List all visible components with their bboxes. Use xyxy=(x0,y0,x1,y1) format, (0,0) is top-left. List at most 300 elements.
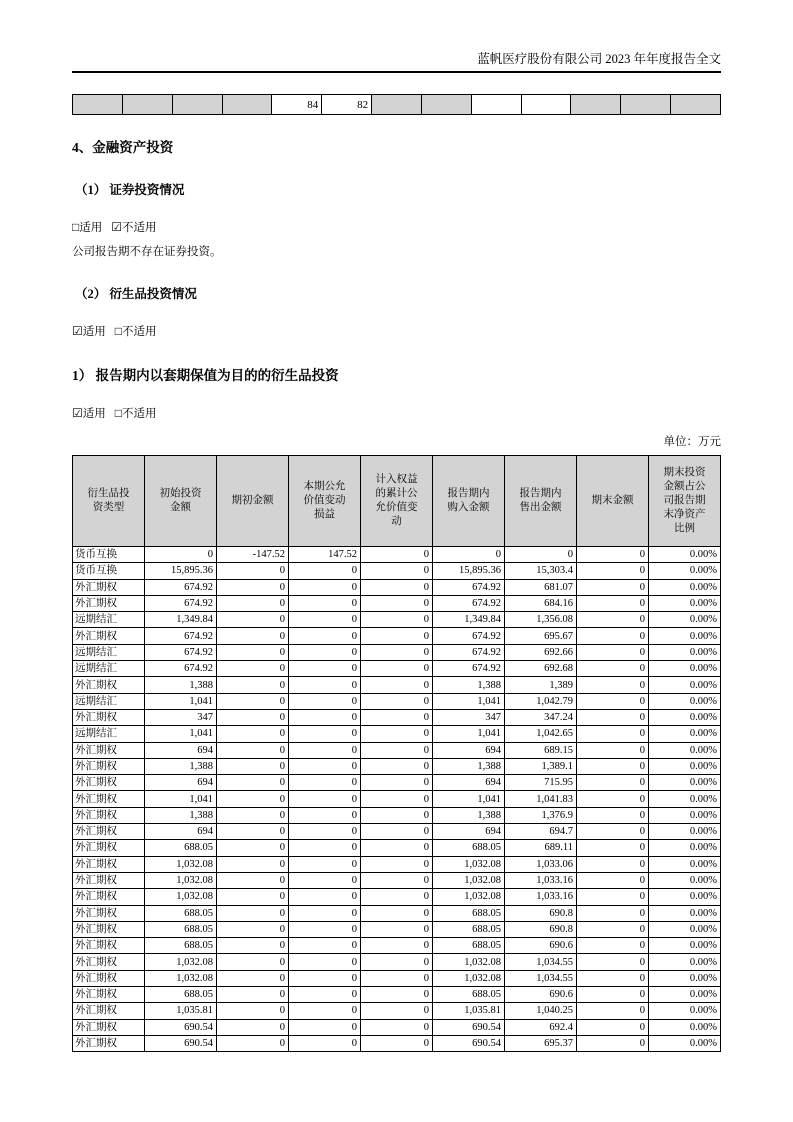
table-row xyxy=(73,1019,721,1035)
value-cell: 0 xyxy=(577,824,649,840)
value-cell: 0 xyxy=(217,628,289,644)
derivative-type-cell: 货币互换 xyxy=(73,563,145,579)
table-row xyxy=(73,970,721,986)
value-cell: 694 xyxy=(433,824,505,840)
value-cell: 692.68 xyxy=(505,661,577,677)
value-cell: 674.92 xyxy=(145,595,217,611)
value-cell: 0.00% xyxy=(649,726,721,742)
value-cell: 347 xyxy=(433,709,505,725)
value-cell: 0.00% xyxy=(649,840,721,856)
value-cell: 0 xyxy=(217,563,289,579)
value-cell: 0 xyxy=(217,661,289,677)
value-cell: 347.24 xyxy=(505,709,577,725)
carryover-row xyxy=(73,95,721,115)
value-cell: 1,041 xyxy=(145,693,217,709)
value-cell: 1,032.08 xyxy=(145,970,217,986)
value-cell: 690.6 xyxy=(505,938,577,954)
value-cell: 0 xyxy=(289,644,361,660)
page-header xyxy=(72,0,721,68)
value-cell: 0.00% xyxy=(649,595,721,611)
value-cell: 1,376.9 xyxy=(505,807,577,823)
value-cell: 0 xyxy=(361,775,433,791)
value-cell: 0.00% xyxy=(649,612,721,628)
value-cell: 0 xyxy=(217,791,289,807)
column-header: 期末金额 xyxy=(577,456,649,547)
value-cell: 1,035.81 xyxy=(145,1003,217,1019)
securities-applicability-line xyxy=(72,220,721,236)
value-cell: 688.05 xyxy=(433,921,505,937)
value-cell: 0 xyxy=(361,1035,433,1051)
value-cell: 1,032.08 xyxy=(145,872,217,888)
derivative-type-cell: 外汇期权 xyxy=(73,921,145,937)
value-cell: 1,033.06 xyxy=(505,856,577,872)
table-row xyxy=(73,709,721,725)
derivative-type-cell: 远期结汇 xyxy=(73,693,145,709)
value-cell: 0 xyxy=(577,856,649,872)
value-cell: 0 xyxy=(217,709,289,725)
value-cell: 1,032.08 xyxy=(433,970,505,986)
value-cell: 0 xyxy=(577,970,649,986)
value-cell: 0.00% xyxy=(649,758,721,774)
value-cell: 0 xyxy=(361,970,433,986)
value-cell: 0 xyxy=(217,872,289,888)
value-cell: 0 xyxy=(577,872,649,888)
value-cell: 1,041 xyxy=(145,791,217,807)
value-cell: 0 xyxy=(289,954,361,970)
value-cell: 0 xyxy=(217,938,289,954)
table-row xyxy=(73,612,721,628)
value-cell: 15,303.4 xyxy=(505,563,577,579)
value-cell: 0.00% xyxy=(649,628,721,644)
value-cell: 0 xyxy=(217,612,289,628)
value-cell: 0 xyxy=(217,644,289,660)
carryover-cell xyxy=(172,95,222,115)
value-cell: 688.05 xyxy=(145,938,217,954)
table-row xyxy=(73,661,721,677)
derivative-type-cell: 远期结汇 xyxy=(73,644,145,660)
value-cell: 0.00% xyxy=(649,677,721,693)
value-cell: 0 xyxy=(361,1003,433,1019)
derivatives-table xyxy=(72,455,721,1052)
derivative-type-cell: 外汇期权 xyxy=(73,954,145,970)
derivative-type-cell: 外汇期权 xyxy=(73,1003,145,1019)
value-cell: 0 xyxy=(361,644,433,660)
value-cell: 0 xyxy=(289,840,361,856)
derivative-type-cell: 外汇期权 xyxy=(73,807,145,823)
value-cell: 1,388 xyxy=(433,758,505,774)
value-cell: 0 xyxy=(361,628,433,644)
value-cell: 0 xyxy=(577,921,649,937)
value-cell: 0 xyxy=(361,758,433,774)
value-cell: 0 xyxy=(577,954,649,970)
value-cell: 694 xyxy=(433,775,505,791)
value-cell: 690.8 xyxy=(505,905,577,921)
value-cell: 0.00% xyxy=(649,987,721,1003)
value-cell: 0 xyxy=(577,677,649,693)
value-cell: 0 xyxy=(361,791,433,807)
value-cell: 0 xyxy=(289,595,361,611)
table-row xyxy=(73,921,721,937)
carryover-cell xyxy=(521,95,571,115)
table-row xyxy=(73,807,721,823)
derivative-type-cell: 外汇期权 xyxy=(73,758,145,774)
carryover-cell: 84 xyxy=(272,95,322,115)
unit-label: 单位：万元 xyxy=(663,436,721,448)
value-cell: 1,041 xyxy=(433,726,505,742)
value-cell: 690.8 xyxy=(505,921,577,937)
derivative-type-cell: 外汇期权 xyxy=(73,628,145,644)
table-row xyxy=(73,824,721,840)
value-cell: 0 xyxy=(361,987,433,1003)
derivative-type-cell: 外汇期权 xyxy=(73,677,145,693)
checkbox-unchecked-icon: □ xyxy=(72,220,80,234)
value-cell: 674.92 xyxy=(433,595,505,611)
value-cell: 690.54 xyxy=(145,1035,217,1051)
table-row xyxy=(73,628,721,644)
value-cell: 0 xyxy=(361,612,433,628)
value-cell: 694 xyxy=(433,742,505,758)
value-cell: 0 xyxy=(289,612,361,628)
value-cell: 688.05 xyxy=(433,938,505,954)
value-cell: 0 xyxy=(577,595,649,611)
carryover-cell xyxy=(122,95,172,115)
value-cell: 0 xyxy=(289,1019,361,1035)
value-cell: 0 xyxy=(577,987,649,1003)
value-cell: 688.05 xyxy=(433,840,505,856)
derivative-type-cell: 外汇期权 xyxy=(73,872,145,888)
carryover-cell xyxy=(372,95,422,115)
table-row xyxy=(73,872,721,888)
value-cell: 0 xyxy=(217,921,289,937)
derivative-type-cell: 远期结汇 xyxy=(73,726,145,742)
value-cell: 1,032.08 xyxy=(433,889,505,905)
checkbox-unchecked-icon: □ xyxy=(114,324,123,338)
derivatives-applicability-line xyxy=(72,324,721,340)
value-cell: 0 xyxy=(361,726,433,742)
table-row xyxy=(73,644,721,660)
carryover-cell: 82 xyxy=(322,95,372,115)
value-cell: 0 xyxy=(289,872,361,888)
derivative-type-cell: 外汇期权 xyxy=(73,938,145,954)
value-cell: 147.52 xyxy=(289,547,361,563)
value-cell: 0 xyxy=(289,758,361,774)
not-applicable-label: 不适用 xyxy=(122,222,157,234)
table-row xyxy=(73,905,721,921)
table-row xyxy=(73,758,721,774)
derivative-type-cell: 外汇期权 xyxy=(73,791,145,807)
value-cell: 0 xyxy=(433,547,505,563)
securities-note: 公司报告期不存在证券投资。 xyxy=(72,246,222,258)
value-cell: 0 xyxy=(289,775,361,791)
value-cell: 0 xyxy=(577,644,649,660)
value-cell: 15,895.36 xyxy=(145,563,217,579)
value-cell: 1,388 xyxy=(433,677,505,693)
value-cell: 0 xyxy=(577,693,649,709)
value-cell: 1,035.81 xyxy=(433,1003,505,1019)
value-cell: 0 xyxy=(217,856,289,872)
value-cell: 0 xyxy=(217,595,289,611)
value-cell: 0.00% xyxy=(649,775,721,791)
derivative-type-cell: 外汇期权 xyxy=(73,905,145,921)
value-cell: 674.92 xyxy=(433,579,505,595)
value-cell: 0 xyxy=(361,547,433,563)
value-cell: 0.00% xyxy=(649,824,721,840)
value-cell: 0.00% xyxy=(649,709,721,725)
value-cell: 688.05 xyxy=(433,905,505,921)
value-cell: 694 xyxy=(145,824,217,840)
value-cell: 0 xyxy=(145,547,217,563)
value-cell: 0.00% xyxy=(649,1035,721,1051)
value-cell: 0 xyxy=(289,693,361,709)
value-cell: 0 xyxy=(217,1035,289,1051)
value-cell: 689.15 xyxy=(505,742,577,758)
value-cell: 0 xyxy=(289,970,361,986)
derivative-type-cell: 外汇期权 xyxy=(73,1035,145,1051)
derivative-type-cell: 远期结汇 xyxy=(73,661,145,677)
value-cell: 688.05 xyxy=(433,987,505,1003)
value-cell: 0.00% xyxy=(649,856,721,872)
value-cell: 690.54 xyxy=(433,1035,505,1051)
table-row xyxy=(73,938,721,954)
derivative-type-cell: 外汇期权 xyxy=(73,889,145,905)
derivative-type-cell: 外汇期权 xyxy=(73,824,145,840)
value-cell: 0 xyxy=(577,840,649,856)
checkbox-checked-icon: ☑ xyxy=(111,220,123,234)
value-cell: 695.67 xyxy=(505,628,577,644)
value-cell: 674.92 xyxy=(145,661,217,677)
value-cell: 681.07 xyxy=(505,579,577,595)
applicable-label: 适用 xyxy=(82,326,106,338)
section-securities-heading: （1） 证券投资情况 xyxy=(75,183,185,197)
value-cell: 0.00% xyxy=(649,579,721,595)
value-cell: 690.54 xyxy=(433,1019,505,1035)
section-financial-assets-heading: 4、金融资产投资 xyxy=(72,140,174,155)
derivative-type-cell: 货币互换 xyxy=(73,547,145,563)
value-cell: 0 xyxy=(361,807,433,823)
value-cell: 0.00% xyxy=(649,905,721,921)
derivative-type-cell: 外汇期权 xyxy=(73,775,145,791)
column-header: 计入权益的累计公允价值变动 xyxy=(361,456,433,547)
checkbox-checked-icon: ☑ xyxy=(72,324,83,338)
value-cell: 0 xyxy=(289,921,361,937)
value-cell: 1,041 xyxy=(145,726,217,742)
value-cell: 0 xyxy=(289,824,361,840)
value-cell: 689.11 xyxy=(505,840,577,856)
derivative-type-cell: 外汇期权 xyxy=(73,742,145,758)
value-cell: 688.05 xyxy=(145,921,217,937)
table-row xyxy=(73,840,721,856)
value-cell: 0 xyxy=(217,807,289,823)
value-cell: 0 xyxy=(361,840,433,856)
column-header: 衍生品投资类型 xyxy=(73,456,145,547)
not-applicable-label: 不适用 xyxy=(122,326,157,338)
value-cell: 0 xyxy=(577,661,649,677)
value-cell: 688.05 xyxy=(145,905,217,921)
table-row xyxy=(73,775,721,791)
value-cell: 692.4 xyxy=(505,1019,577,1035)
derivative-type-cell: 外汇期权 xyxy=(73,579,145,595)
value-cell: 0 xyxy=(361,563,433,579)
derivatives-header-row xyxy=(73,456,721,547)
value-cell: 0 xyxy=(217,954,289,970)
value-cell: 688.05 xyxy=(145,987,217,1003)
value-cell: 0 xyxy=(577,579,649,595)
value-cell: 694 xyxy=(145,742,217,758)
value-cell: 0 xyxy=(577,726,649,742)
value-cell: 1,388 xyxy=(145,677,217,693)
carryover-cell xyxy=(421,95,471,115)
column-header: 期初金额 xyxy=(217,456,289,547)
carryover-cell xyxy=(571,95,621,115)
value-cell: 1,032.08 xyxy=(433,856,505,872)
value-cell: 1,033.16 xyxy=(505,872,577,888)
value-cell: 674.92 xyxy=(145,644,217,660)
value-cell: 0 xyxy=(361,905,433,921)
value-cell: 0 xyxy=(217,742,289,758)
table-row xyxy=(73,547,721,563)
value-cell: 695.37 xyxy=(505,1035,577,1051)
value-cell: 0 xyxy=(361,856,433,872)
value-cell: 0 xyxy=(577,628,649,644)
value-cell: 1,388 xyxy=(145,807,217,823)
value-cell: 0 xyxy=(217,824,289,840)
value-cell: 0 xyxy=(289,677,361,693)
carryover-cell xyxy=(222,95,272,115)
value-cell: 0 xyxy=(361,709,433,725)
value-cell: 0 xyxy=(361,742,433,758)
value-cell: 0 xyxy=(289,563,361,579)
value-cell: 0 xyxy=(361,595,433,611)
value-cell: 0.00% xyxy=(649,1019,721,1035)
table-row xyxy=(73,791,721,807)
value-cell: 0 xyxy=(289,938,361,954)
value-cell: 1,034.55 xyxy=(505,954,577,970)
value-cell: 0 xyxy=(505,547,577,563)
column-header: 本期公允价值变动损益 xyxy=(289,456,361,547)
not-applicable-label: 不适用 xyxy=(122,408,157,420)
derivative-type-cell: 外汇期权 xyxy=(73,595,145,611)
table-row xyxy=(73,726,721,742)
value-cell: 0 xyxy=(577,612,649,628)
value-cell: 1,032.08 xyxy=(145,954,217,970)
value-cell: 0 xyxy=(361,579,433,595)
value-cell: 0 xyxy=(289,661,361,677)
value-cell: 0.00% xyxy=(649,938,721,954)
value-cell: 1,356.08 xyxy=(505,612,577,628)
value-cell: 0 xyxy=(289,579,361,595)
value-cell: 1,032.08 xyxy=(145,889,217,905)
value-cell: 0 xyxy=(577,791,649,807)
value-cell: 0 xyxy=(577,1019,649,1035)
value-cell: 674.92 xyxy=(145,579,217,595)
derivative-type-cell: 远期结汇 xyxy=(73,612,145,628)
column-header: 初始投资金额 xyxy=(145,456,217,547)
value-cell: 0.00% xyxy=(649,954,721,970)
value-cell: 694.7 xyxy=(505,824,577,840)
value-cell: 0.00% xyxy=(649,742,721,758)
value-cell: 0.00% xyxy=(649,921,721,937)
value-cell: 0 xyxy=(217,677,289,693)
value-cell: 0 xyxy=(361,1019,433,1035)
value-cell: 1,034.55 xyxy=(505,970,577,986)
value-cell: -147.52 xyxy=(217,547,289,563)
table-row xyxy=(73,889,721,905)
value-cell: 1,389.1 xyxy=(505,758,577,774)
applicable-label: 适用 xyxy=(82,408,106,420)
table-row xyxy=(73,1003,721,1019)
column-header: 报告期内售出金额 xyxy=(505,456,577,547)
value-cell: 0 xyxy=(577,547,649,563)
value-cell: 0 xyxy=(289,1003,361,1019)
value-cell: 347 xyxy=(145,709,217,725)
value-cell: 0.00% xyxy=(649,693,721,709)
checkbox-unchecked-icon: □ xyxy=(114,406,123,420)
derivative-type-cell: 外汇期权 xyxy=(73,1019,145,1035)
derivatives-table-body xyxy=(73,547,721,1052)
value-cell: 0 xyxy=(577,905,649,921)
value-cell: 1,042.79 xyxy=(505,693,577,709)
value-cell: 684.16 xyxy=(505,595,577,611)
table-row xyxy=(73,563,721,579)
derivative-type-cell: 外汇期权 xyxy=(73,970,145,986)
value-cell: 1,032.08 xyxy=(433,872,505,888)
derivative-type-cell: 外汇期权 xyxy=(73,840,145,856)
table-row xyxy=(73,856,721,872)
value-cell: 1,388 xyxy=(145,758,217,774)
value-cell: 688.05 xyxy=(145,840,217,856)
value-cell: 0.00% xyxy=(649,661,721,677)
column-header: 报告期内购入金额 xyxy=(433,456,505,547)
table-row xyxy=(73,987,721,1003)
value-cell: 0 xyxy=(361,938,433,954)
value-cell: 0 xyxy=(217,1003,289,1019)
value-cell: 0 xyxy=(217,889,289,905)
value-cell: 0 xyxy=(577,709,649,725)
derivative-type-cell: 外汇期权 xyxy=(73,856,145,872)
value-cell: 0 xyxy=(577,938,649,954)
value-cell: 0 xyxy=(289,1035,361,1051)
value-cell: 0 xyxy=(217,579,289,595)
table-row xyxy=(73,742,721,758)
value-cell: 0 xyxy=(217,1019,289,1035)
report-title: 蓝帆医疗股份有限公司 2023 年年度报告全文 xyxy=(477,52,721,66)
value-cell: 1,032.08 xyxy=(145,856,217,872)
value-cell: 0 xyxy=(361,677,433,693)
value-cell: 0.00% xyxy=(649,1003,721,1019)
value-cell: 0 xyxy=(289,742,361,758)
value-cell: 0 xyxy=(289,889,361,905)
value-cell: 1,389 xyxy=(505,677,577,693)
value-cell: 0 xyxy=(289,726,361,742)
carryover-cell xyxy=(471,95,521,115)
value-cell: 0 xyxy=(217,775,289,791)
value-cell: 674.92 xyxy=(433,661,505,677)
value-cell: 715.95 xyxy=(505,775,577,791)
table-row xyxy=(73,954,721,970)
value-cell: 1,349.84 xyxy=(145,612,217,628)
value-cell: 0 xyxy=(361,921,433,937)
value-cell: 0.00% xyxy=(649,644,721,660)
value-cell: 0 xyxy=(289,807,361,823)
value-cell: 1,040.25 xyxy=(505,1003,577,1019)
table-row xyxy=(73,693,721,709)
value-cell: 0 xyxy=(289,709,361,725)
value-cell: 0 xyxy=(289,856,361,872)
carryover-table xyxy=(72,94,721,115)
value-cell: 0.00% xyxy=(649,807,721,823)
header-divider xyxy=(72,71,721,73)
table-row xyxy=(73,595,721,611)
